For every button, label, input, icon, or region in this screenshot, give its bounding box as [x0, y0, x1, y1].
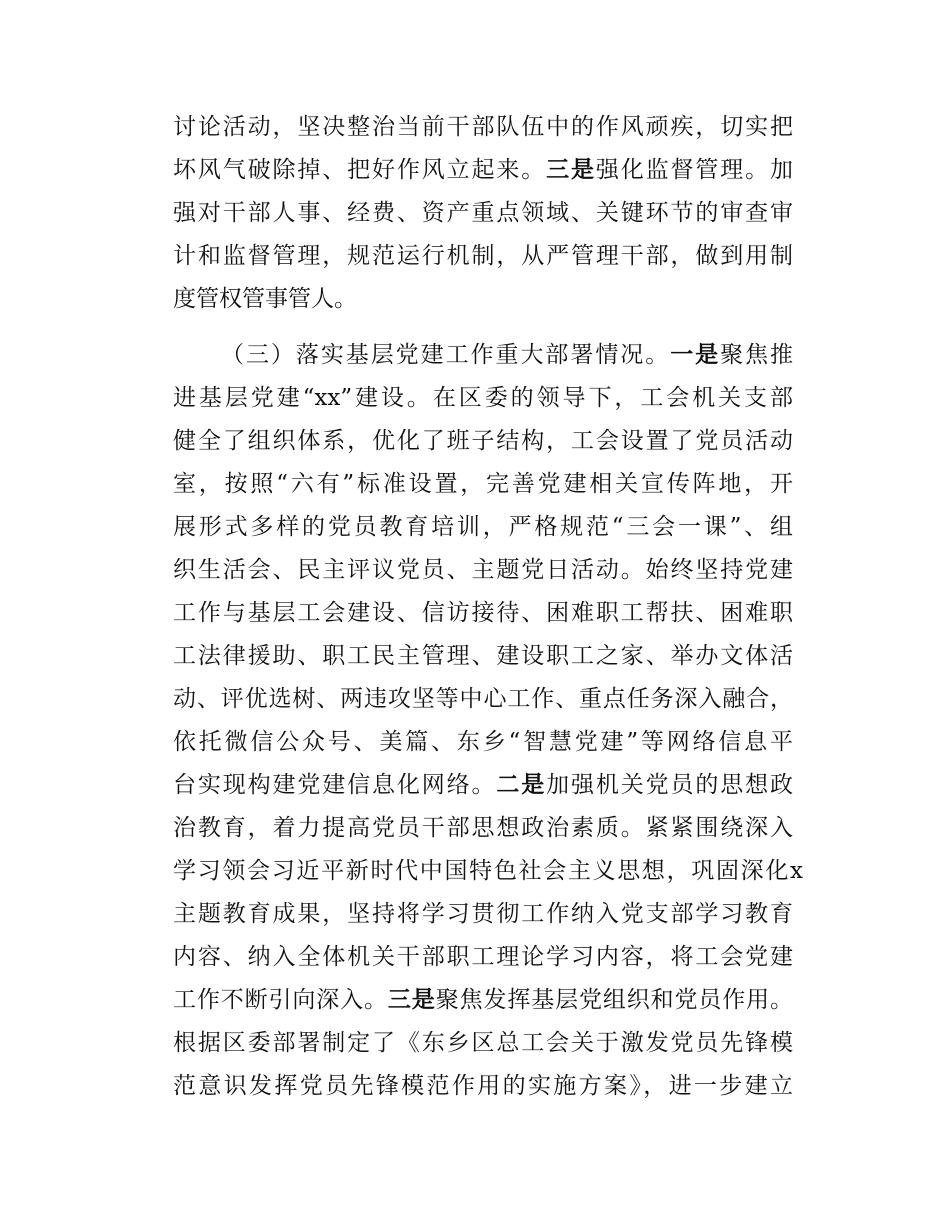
bold-marker: 二是 [496, 772, 547, 798]
bold-marker: 三是 [546, 157, 596, 183]
paragraph-line [173, 112, 793, 142]
paragraph-line [173, 899, 793, 929]
text-run: 工作与基层工会建设、信访接待、困难职工帮扶、困难职 [173, 600, 793, 626]
paragraph-line [173, 770, 793, 800]
text-run: 坏风气破除掉、把好作风立起来。 [173, 157, 547, 183]
text-run: 展形式多样的党员教育培训，严格规范“三会一课”、组 [173, 514, 793, 540]
text-run: 工作不断引向深入。 [173, 987, 388, 1013]
text-run: 依托微信公众号、美篇、东乡“智慧党建”等网络信息平 [173, 729, 793, 755]
paragraph-line [221, 340, 793, 370]
text-run: 聚焦推 [720, 342, 794, 368]
paragraph-line [173, 813, 793, 843]
text-run: 主题教育成果，坚持将学习贯彻工作纳入党支部学习教育 [173, 901, 793, 927]
text-run: 织生活会、民主评议党员、主题党日活动。始终坚持党建 [173, 557, 793, 583]
text-run: 室，按照“六有”标准设置，完善党建相关宣传阵地，开 [173, 471, 793, 497]
paragraph-line [173, 598, 793, 628]
paragraph-line [173, 155, 793, 185]
paragraph-line [173, 985, 793, 1015]
text-run: 强化监督管理。加 [595, 157, 793, 183]
bold-marker: 一是 [670, 342, 721, 368]
text-run: 根据区委部署制定了《东乡区总工会关于激发党员先锋模 [173, 1030, 793, 1056]
paragraph-line [173, 942, 793, 972]
paragraph-line [173, 198, 793, 228]
text-run: 度管权管事管人。 [173, 286, 357, 312]
text-run: 学习领会习近平新时代中国特色社会主义思想，巩固深化x [173, 858, 803, 884]
paragraph-line [173, 641, 793, 671]
paragraph-line [173, 555, 793, 585]
paragraph-line [173, 684, 793, 714]
text-run: 计和监督管理，规范运行机制，从严管理干部，做到用制 [173, 243, 793, 269]
text-run: 强对干部人事、经费、资产重点领域、关键环节的审查审 [173, 200, 793, 226]
paragraph-line [173, 284, 357, 314]
paragraph-line [173, 383, 793, 413]
paragraph-line [173, 1028, 793, 1058]
text-run: 动、评优选树、两违攻坚等中心工作、重点任务深入融合， [173, 686, 793, 712]
text-run: 范意识发挥党员先锋模范作用的实施方案》，进一步建立 [173, 1073, 793, 1099]
text-run: 讨论活动，坚决整治当前干部队伍中的作风顽疾，切实把 [173, 114, 793, 140]
text-run: 健全了组织体系，优化了班子结构，工会设置了党员活动 [173, 428, 793, 454]
paragraph-line [173, 856, 803, 886]
paragraph-line [173, 469, 793, 499]
text-run: 加强机关党员的思想政 [546, 772, 793, 798]
text-run: 治教育，着力提高党员干部思想政治素质。紧紧围绕深入 [173, 815, 793, 841]
text-run: 进基层党建“xx”建设。在区委的领导下，工会机关支部 [173, 385, 793, 411]
text-run: 内容、纳入全体机关干部职工理论学习内容，将工会党建 [173, 944, 793, 970]
section-heading: （三）落实基层党建工作重大部署情况。 [221, 342, 671, 368]
paragraph-line [173, 512, 793, 542]
bold-marker: 三是 [387, 987, 436, 1013]
text-run: 聚焦发挥基层党组织和党员作用。 [435, 987, 794, 1013]
text-run: 台实现构建党建信息化网络。 [173, 772, 497, 798]
paragraph-line [173, 241, 793, 271]
paragraph-line [173, 727, 793, 757]
paragraph-line [173, 426, 793, 456]
text-run: 工法律援助、职工民主管理、建设职工之家、举办文体活 [173, 643, 793, 669]
paragraph-line [173, 1071, 793, 1101]
